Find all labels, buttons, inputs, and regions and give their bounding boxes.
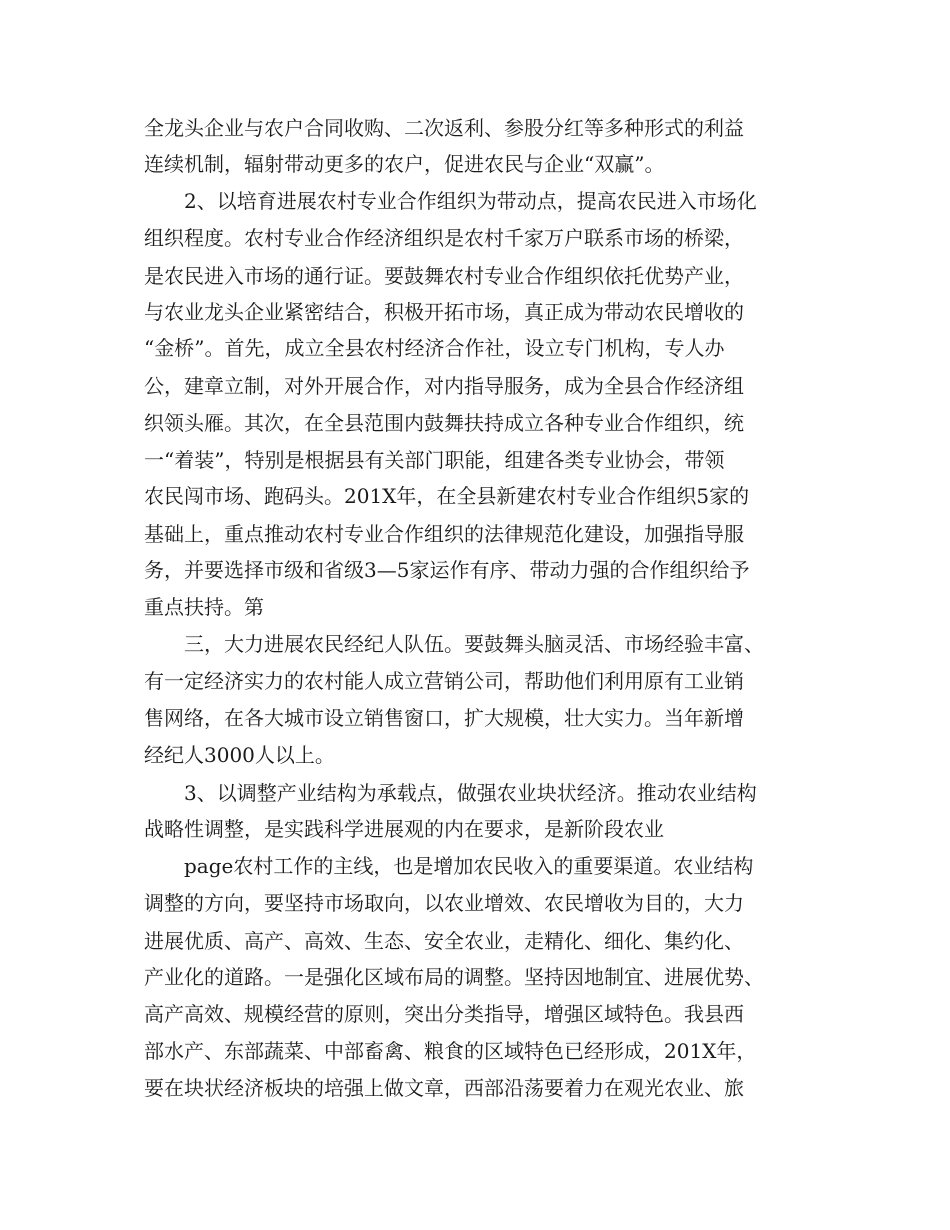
text-line: 进展优质、高产、高效、生态、安全农业，走精化、细化、集约化、 xyxy=(144,929,744,953)
text-line: 全龙头企业与农户合同收购、二次返利、参股分红等多种形式的利益 xyxy=(144,116,744,140)
text-line: 公，建章立制，对外开展合作，对内指导服务，成为全县合作经济组 xyxy=(144,374,744,398)
text-line: 与农业龙头企业紧密结合，积极开拓市场，真正成为带动农民增收的 xyxy=(144,300,744,324)
text-line: 要在块状经济板块的培强上做文章，西部沿荡要着力在观光农业、旅 xyxy=(144,1076,744,1100)
text-line: 产业化的道路。一是强化区域布局的调整。坚持因地制宜、进展优势、 xyxy=(144,965,764,989)
text-line: 连续机制，辐射带动更多的农户，促进农民与企业“双赢”。 xyxy=(144,152,665,176)
text-line: 调整的方向，要坚持市场取向，以农业增效、农民增收为目的，大力 xyxy=(144,891,744,915)
text-line: 售网络，在各大城市设立销售窗口，扩大规模，壮大实力。当年新增 xyxy=(144,706,744,730)
text-line: 一“着装”，特别是根据县有关部门职能，组建各类专业协会，带领 xyxy=(144,448,725,472)
paragraph-first-line: 2、以培育进展农村专业合作组织为带动点，提高农民进入市场化 xyxy=(184,189,757,213)
text-line: 务，并要选择市级和省级3—5家运作有序、带动力强的合作组织给予 xyxy=(144,558,750,582)
text-line: 农民闯市场、跑码头。201X年，在全县新建农村专业合作组织5家的 xyxy=(144,484,750,508)
text-line: 重点扶持。第 xyxy=(144,595,264,619)
text-line: 战略性调整，是实践科学进展观的内在要求，是新阶段农业 xyxy=(144,817,664,841)
text-line: 高产高效、规模经营的原则，突出分类指导，增强区域特色。我县西 xyxy=(144,1002,744,1026)
text-line: 部水产、东部蔬菜、中部畜禽、粮食的区域特色已经形成，201X年， xyxy=(144,1039,757,1063)
paragraph-first-line: page农村工作的主线，也是增加农民收入的重要渠道。农业结构 xyxy=(184,854,754,878)
text-line: 织领头雁。其次，在全县范围内鼓舞扶持成立各种专业合作组织，统 xyxy=(144,411,744,435)
text-line: 组织程度。农村专业合作经济组织是农村千家万户联系市场的桥梁， xyxy=(144,226,744,250)
paragraph-first-line: 三，大力进展农民经纪人队伍。要鼓舞头脑灵活、市场经验丰富、 xyxy=(184,632,764,656)
text-line: “金桥”。首先，成立全县农村经济合作社，设立专门机构，专人办 xyxy=(144,336,725,360)
paragraph-first-line: 3、以调整产业结构为承载点，做强农业块状经济。推动农业结构 xyxy=(184,781,757,805)
text-line: 经纪人3000人以上。 xyxy=(144,743,335,767)
text-line: 基础上，重点推动农村专业合作组织的法律规范化建设，加强指导服 xyxy=(144,522,744,546)
text-line: 有一定经济实力的农村能人成立营销公司，帮助他们利用原有工业销 xyxy=(144,669,744,693)
text-line: 是农民进入市场的通行证。要鼓舞农村专业合作组织依托优势产业， xyxy=(144,264,744,288)
